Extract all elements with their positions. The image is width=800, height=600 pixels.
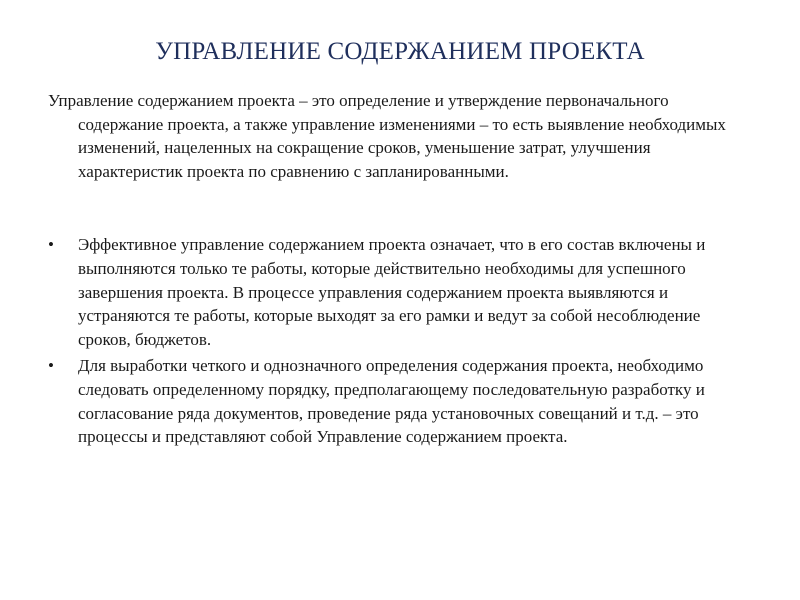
bullet-list — [48, 233, 748, 448]
slide-content — [48, 89, 748, 449]
bullet-item-definition-procedure: • Для выработки четкого и однозначного определения содержания проекта, необходимо следовать определенному порядку, предполагающему последовательную разработку и согласование ряда документов, проведение ряда установочных совещаний и т.д. – это процессы и представляют собой Управление содержанием проекта. — [48, 354, 748, 448]
slide-title: УПРАВЛЕНИЕ СОДЕРЖАНИЕМ ПРОЕКТА — [155, 38, 645, 65]
intro-paragraph: Управление содержанием проекта – это определение и утверждение первоначального содержание проекта, а также управление изменениями – то есть выявление необходимых изменений, нацеленных на сокращение сроков, уменьшение затрат, улучшения характеристик проекта по сравнению с запланированными. — [48, 91, 726, 181]
bullet-item-effective-management: • Эффективное управление содержанием проекта означает, что в его состав включены и выполняются только те работы, которые действительно необходимы для успешного завершения проекта. В процессе управления содержанием проекта выявляются и устраняются те работы, которые выходят за его рамки и ведут за собой несоблюдение сроков, бюджетов. — [48, 233, 748, 351]
